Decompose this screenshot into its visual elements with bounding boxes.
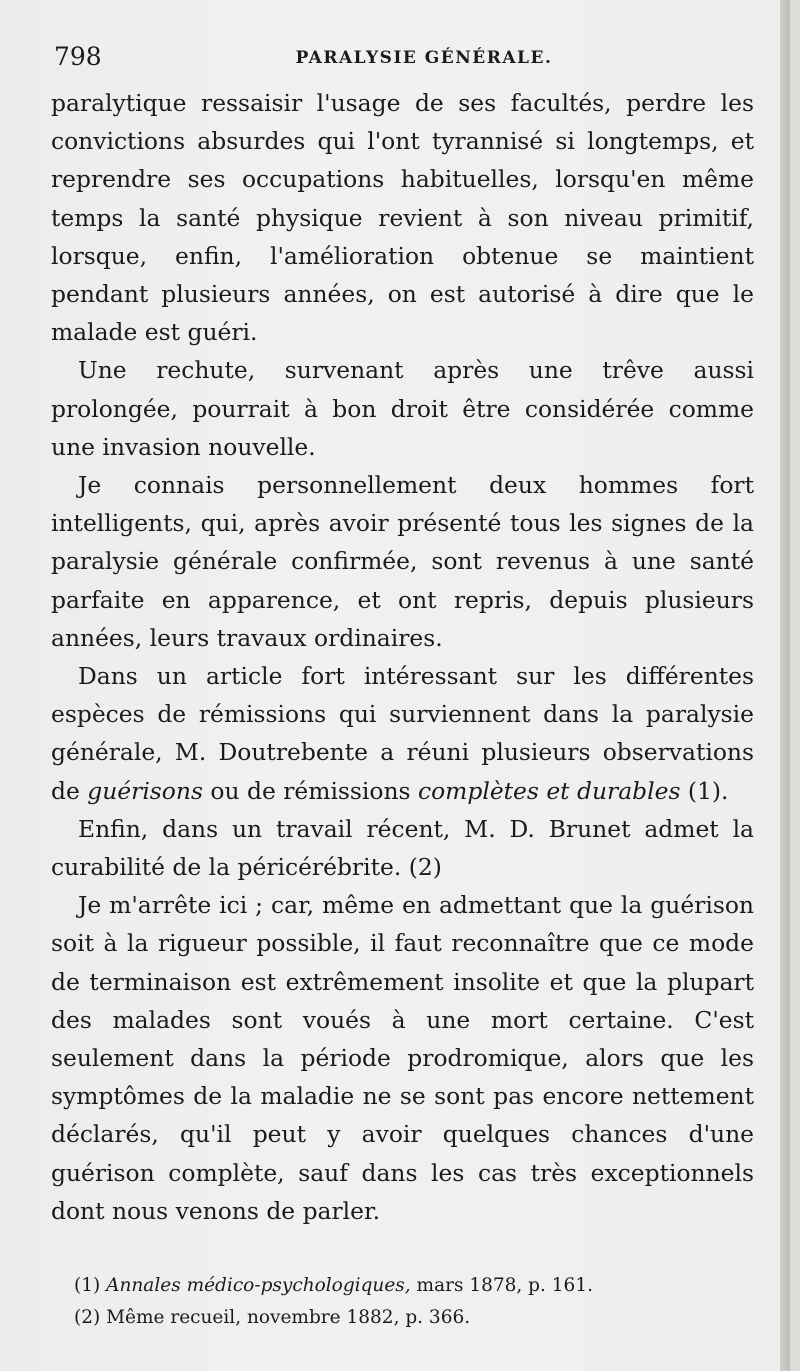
footnote-reference: (1). xyxy=(680,776,729,805)
footnote-marker: (2) xyxy=(74,1307,101,1328)
page-header xyxy=(54,42,754,76)
footnote-1 xyxy=(74,1270,754,1302)
footnote-text: mars 1878, p. 161. xyxy=(410,1275,593,1296)
paragraph-text: ou de rémissions xyxy=(202,776,418,805)
italic-term: guérisons xyxy=(87,776,203,805)
italic-term: complètes et durables xyxy=(418,776,681,805)
running-title: PARALYSIE GÉNÉRALE. xyxy=(295,48,553,68)
footnote-2 xyxy=(74,1302,754,1334)
paragraph-doutrebente xyxy=(51,657,754,810)
paragraph-text: Dans un article fort intéressant sur les différentes espèces de rémissions qui surviennent dans la paralysie générale, M. Doutrebente a réuni plusieurs observations de xyxy=(51,662,754,805)
paragraph-deux-hommes: Je connais personnellement deux hommes fort intelligents, qui, après avoir présenté tous les signes de la paralysie générale confirmée, sont revenus à une santé parfaite en apparence, et ont repris, depuis plusieurs années, leurs travaux ordinaires. xyxy=(51,471,754,652)
paragraph-continued: paralytique ressaisir l'usage de ses facultés, perdre les convictions absurdes qui l'ont tyrannisé si longtemps, et reprendre ses occupations habituelles, lorsqu'en même temps la santé physique revient à son niveau primitif, lorsque, enfin, l'amélioration obtenue se maintient pendant plusieurs années, on est autorisé à dire que le malade est guéri. xyxy=(51,89,754,347)
page-number: 798 xyxy=(54,42,102,71)
footnotes xyxy=(74,1270,754,1334)
page-edge xyxy=(780,0,790,1371)
paragraph-conclusion: Je m'arrête ici ; car, même en admettant que la guérison soit à la rigueur possible, il faut reconnaître que ce mode de terminaison est extrêmement insolite et que la plupart des malades sont voués à une mort certaine. C'est seulement dans la période prodromique, alors que les symptômes de la maladie ne se sont pas encore nettement déclarés, qu'il peut y avoir quelques chances d'une guérison complète, sauf dans les cas très exceptionnels dont nous venons de parler. xyxy=(51,891,754,1225)
footnote-source: Annales médico-psychologiques, xyxy=(106,1275,411,1296)
paragraph-rechute: Une rechute, survenant après une trêve aussi prolongée, pourrait à bon droit être considérée comme une invasion nouvelle. xyxy=(51,356,754,461)
body-text xyxy=(51,84,754,1230)
footnote-marker: (1) xyxy=(74,1275,101,1296)
footnote-text: Même recueil, novembre 1882, p. 366. xyxy=(100,1307,471,1328)
paragraph-brunet: Enfin, dans un travail récent, M. D. Brunet admet la curabilité de la péricérébrite. (2) xyxy=(51,814,754,882)
